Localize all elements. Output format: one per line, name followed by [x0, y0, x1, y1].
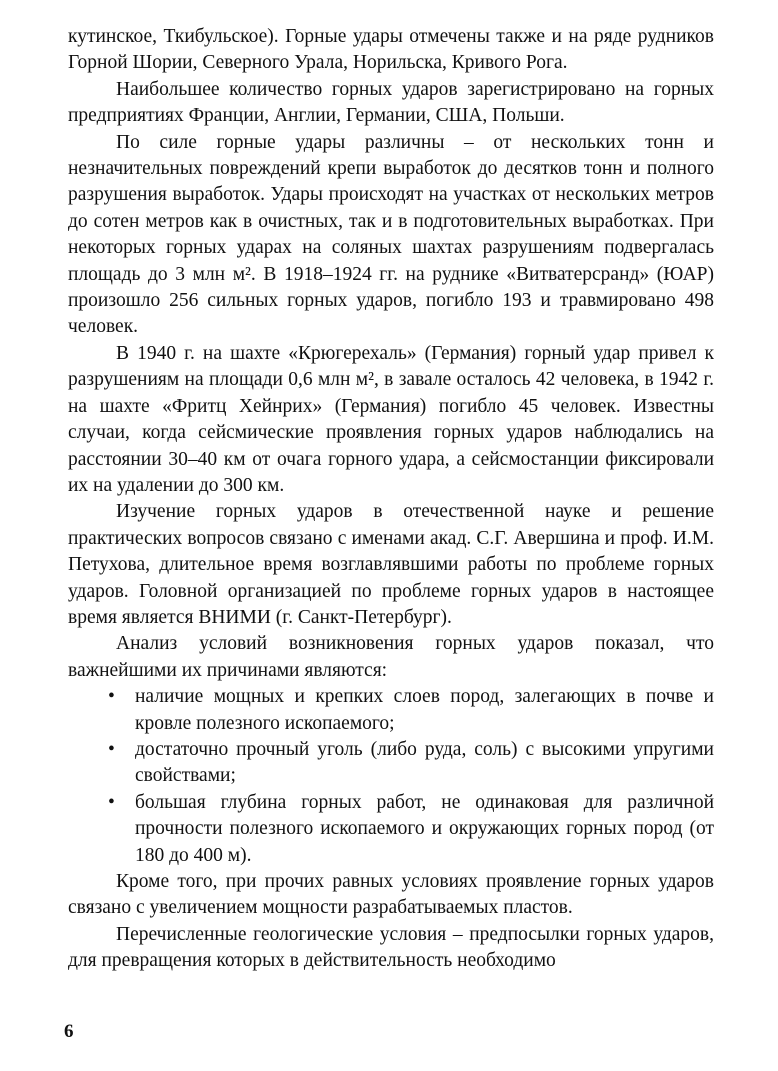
bullet-icon: • [108, 738, 115, 760]
paragraph-germany: В 1940 г. на шахте «Крюгерехаль» (Германия) горный удар привел к разрушениям на площади 0,6 млн м², в завале осталось 42 человека, в 1942 г. на шахте «Фритц Хейнрих» (Германия) погибло 45 человек. Известны случаи, когда сейсмические проявления горных ударов наблюдались на расстоянии 30–40 км от очага горного удара, а сейсмостанции фиксировали их на удалении до 300 км. [68, 342, 714, 496]
list-item [68, 737, 714, 790]
list-item-text: достаточно прочный уголь (либо руда, соль) с высокими упругими свойствами; [135, 738, 714, 787]
paragraph-foreign-mines: Наибольшее количество горных ударов зарегистрировано на горных предприятиях Франции, Англии, Германии, США, Польши. [68, 78, 714, 127]
bullet-icon: • [108, 686, 115, 708]
paragraph-research: Изучение горных ударов в отечественной науке и решение практических вопросов связано с именами акад. С.Г. Авершина и проф. И.М. Петухова, длительное время возглавлявшими работы по проблеме горных ударов. Головной организацией по проблеме горных ударов в настоящее время является ВНИМИ (г. Санкт-Петербург). [68, 501, 714, 628]
paragraph-conditions: Перечисленные геологические условия – предпосылки горных ударов, для превращения которых в действительность необходимо [68, 923, 714, 972]
page-number: 6 [64, 1021, 74, 1042]
list-item-text: большая глубина горных работ, не одинаковая для различной прочности полезного ископаемого и окружающих горных пород (от 180 до 400 м). [135, 791, 714, 866]
page-body [68, 24, 714, 975]
list-item-text: наличие мощных и крепких слоев пород, залегающих в почве и кровле полезного ископаемого; [135, 686, 714, 734]
causes-list [68, 684, 714, 869]
paragraph-strength: По силе горные удары различны – от нескольких тонн и незначительных повреждений крепи выработок до десятков тонн и полного разрушения выработок. Удары происходят на участках от нескольких метров до сотен метров как в очистных, так и в подготовительных выработках. При некоторых горных ударах на соляных шахтах разрушениям подвергалась площадь до 3 млн м². В 1918–1924 гг. на руднике «Витватерсранд» (ЮАР) произошло 256 сильных горных ударов, погибло 193 и травмировано 498 человек. [68, 131, 714, 338]
list-item [68, 684, 714, 737]
paragraph-thickness: Кроме того, при прочих равных условиях проявление горных ударов связано с увеличением мощности разрабатываемых пластов. [68, 871, 714, 919]
list-item [68, 790, 714, 869]
paragraph-continuation: кутинское, Ткибульское). Горные удары отмечены также и на ряде рудников Горной Шории, Северного Урала, Норильска, Кривого Рога. [68, 26, 714, 74]
paragraph-analysis: Анализ условий возникновения горных ударов показал, что важнейшими их причинами являются: [68, 633, 714, 681]
bullet-icon: • [108, 791, 115, 813]
